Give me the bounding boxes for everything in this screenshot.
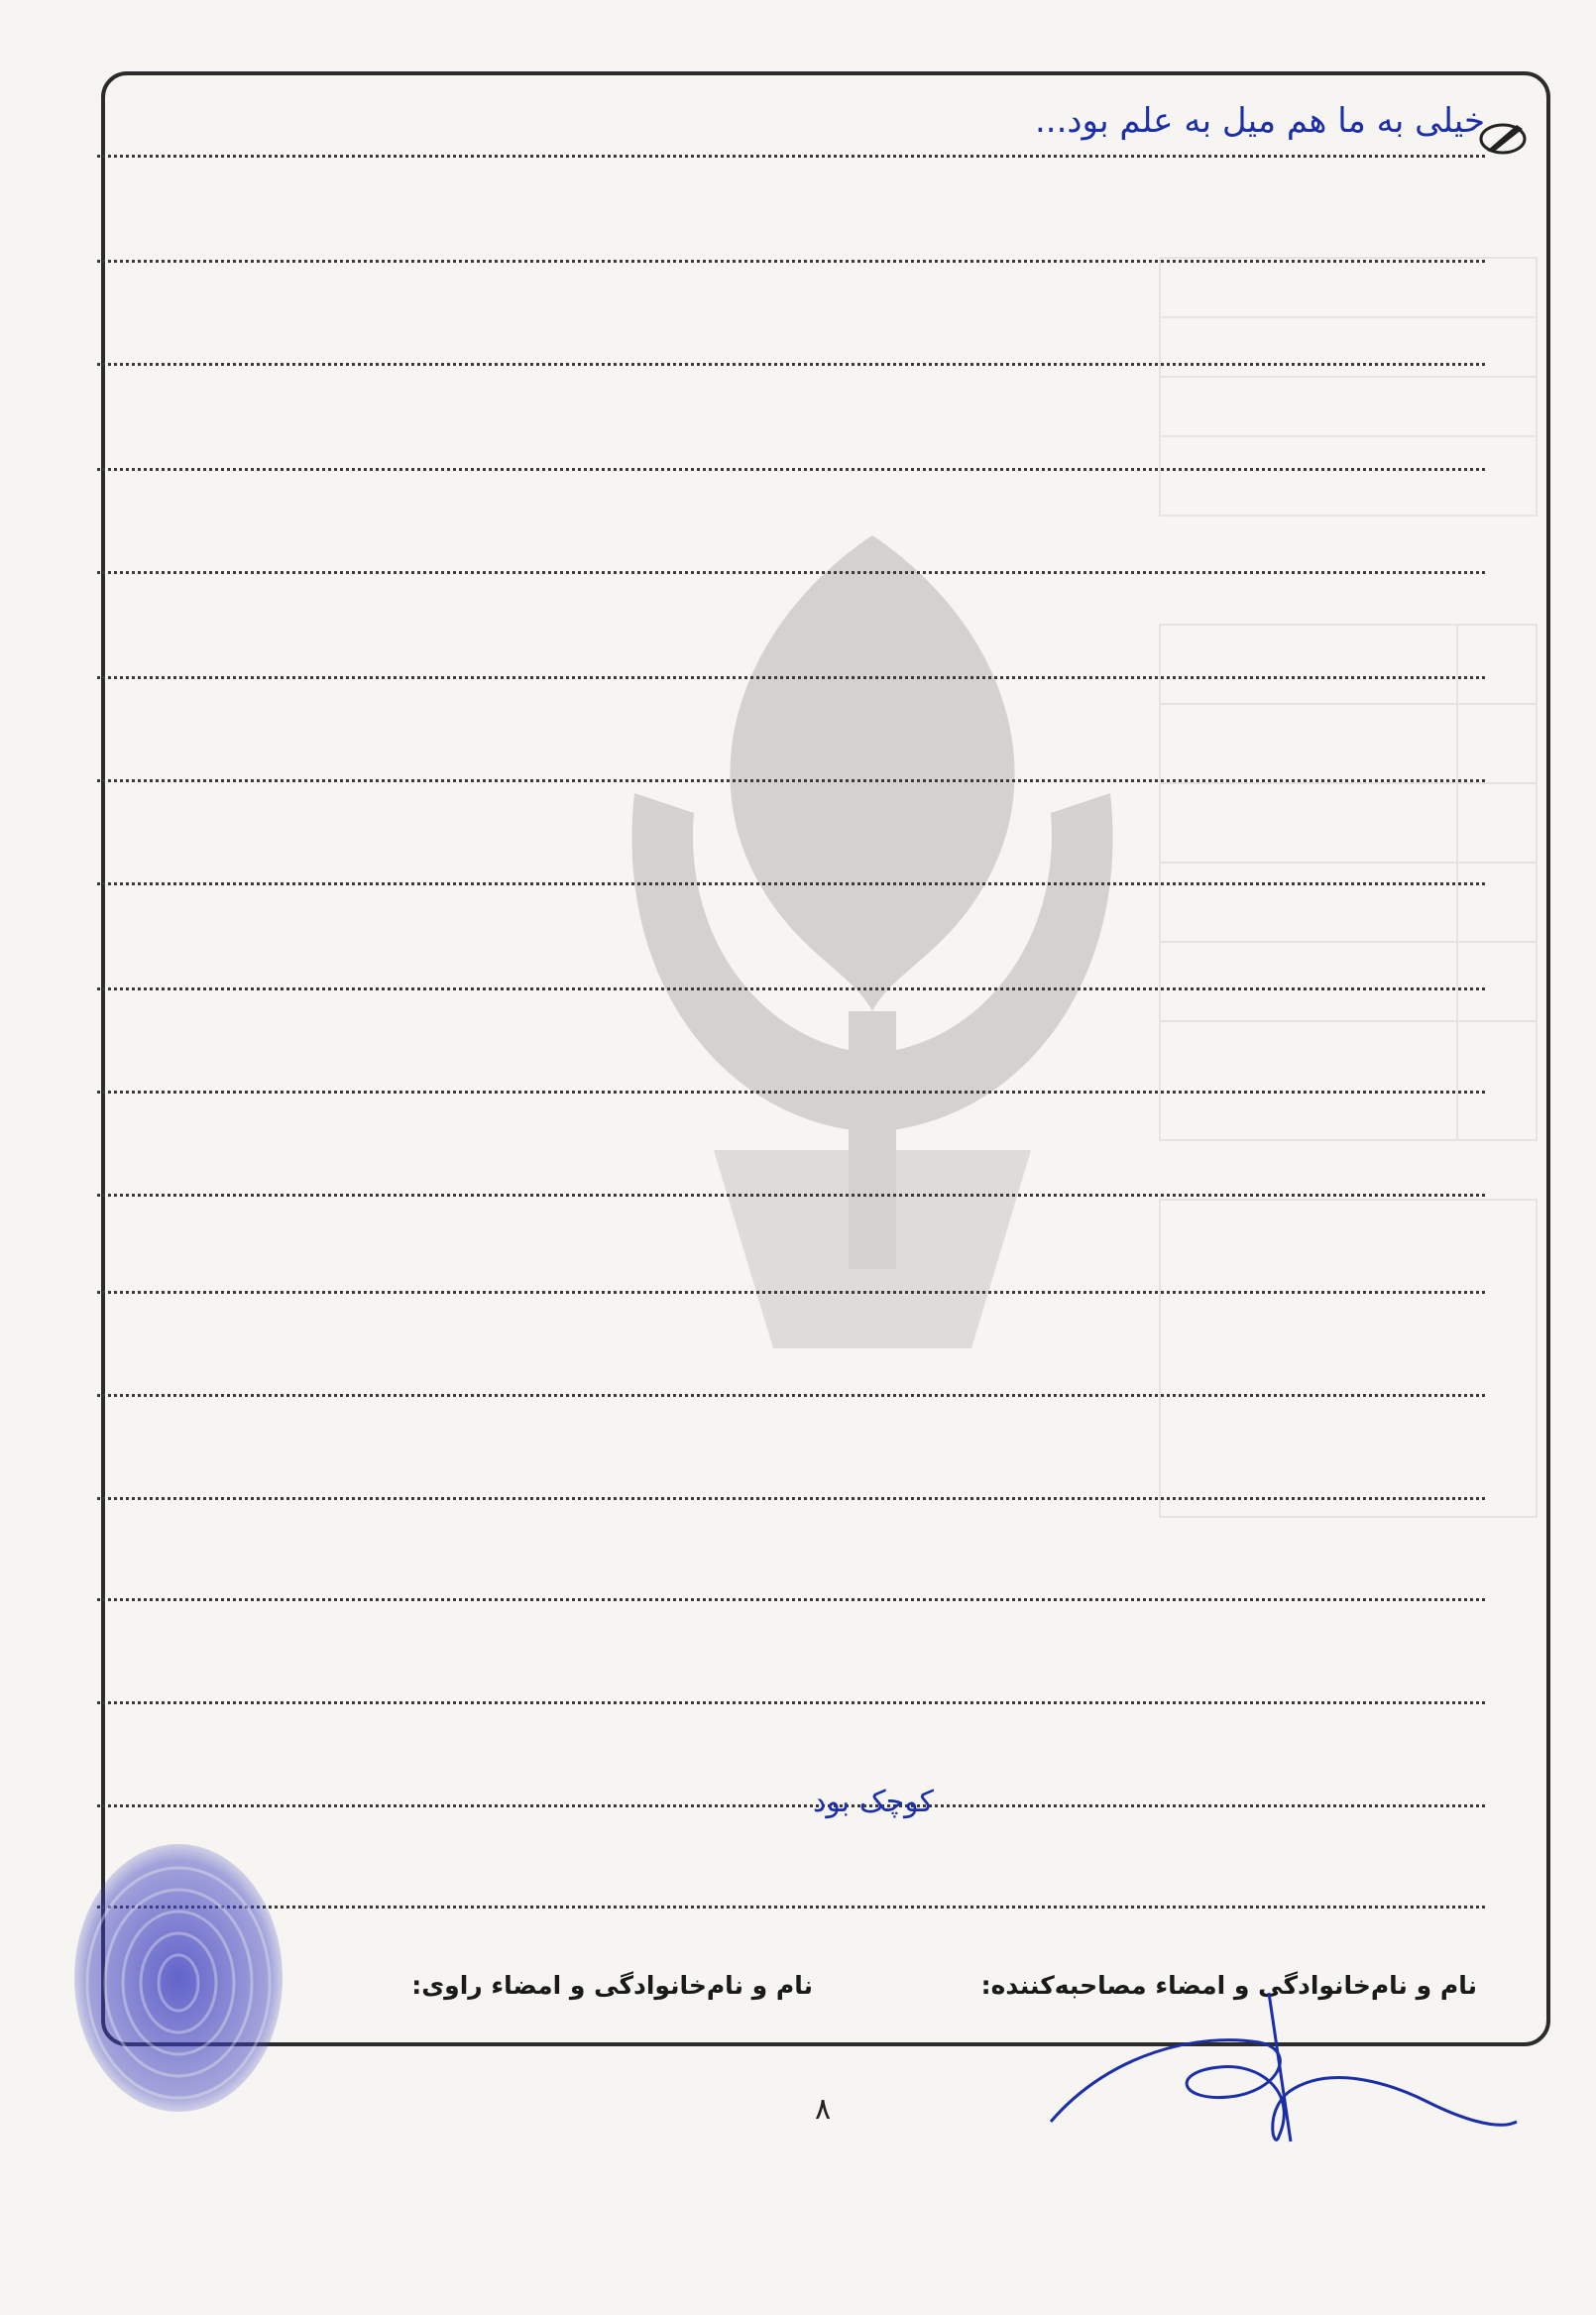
handwritten-line: [97, 405, 1485, 471]
handwritten-line: [97, 819, 1485, 885]
handwritten-line: [97, 299, 1485, 366]
fingerprint-mark: [59, 1834, 297, 2122]
handwritten-line: [97, 1130, 1485, 1197]
handwritten-line: [97, 1842, 1485, 1909]
handwritten-line: [97, 1027, 1485, 1094]
handwritten-line-text: خیلی به ما هم میل به علم بود...: [1034, 101, 1485, 141]
handwritten-line: [97, 1227, 1485, 1294]
signature-scribble: [1031, 1973, 1527, 2161]
handwritten-line: [97, 196, 1485, 263]
handwritten-line: [97, 716, 1485, 782]
handwritten-line: [97, 1638, 1485, 1704]
narrator-signature-label: نام و نام‌خانوادگی و امضاء راوی:: [411, 1971, 813, 2000]
handwritten-line: [97, 1741, 1485, 1807]
interviewer-signature-label: نام و نام‌خانوادگی و امضاء مصاحبه‌کننده:: [980, 1971, 1477, 2000]
margin-note-above-last-line: کوچک بود: [813, 1785, 934, 1819]
handwritten-line: [97, 613, 1485, 679]
handwritten-line: [97, 924, 1485, 990]
handwritten-line: [97, 1331, 1485, 1397]
handwritten-line: [97, 91, 1485, 158]
handwritten-line: [97, 1434, 1485, 1500]
handwritten-line: [97, 508, 1485, 574]
page-number: ۸: [814, 2092, 832, 2127]
handwritten-line: [97, 1535, 1485, 1601]
